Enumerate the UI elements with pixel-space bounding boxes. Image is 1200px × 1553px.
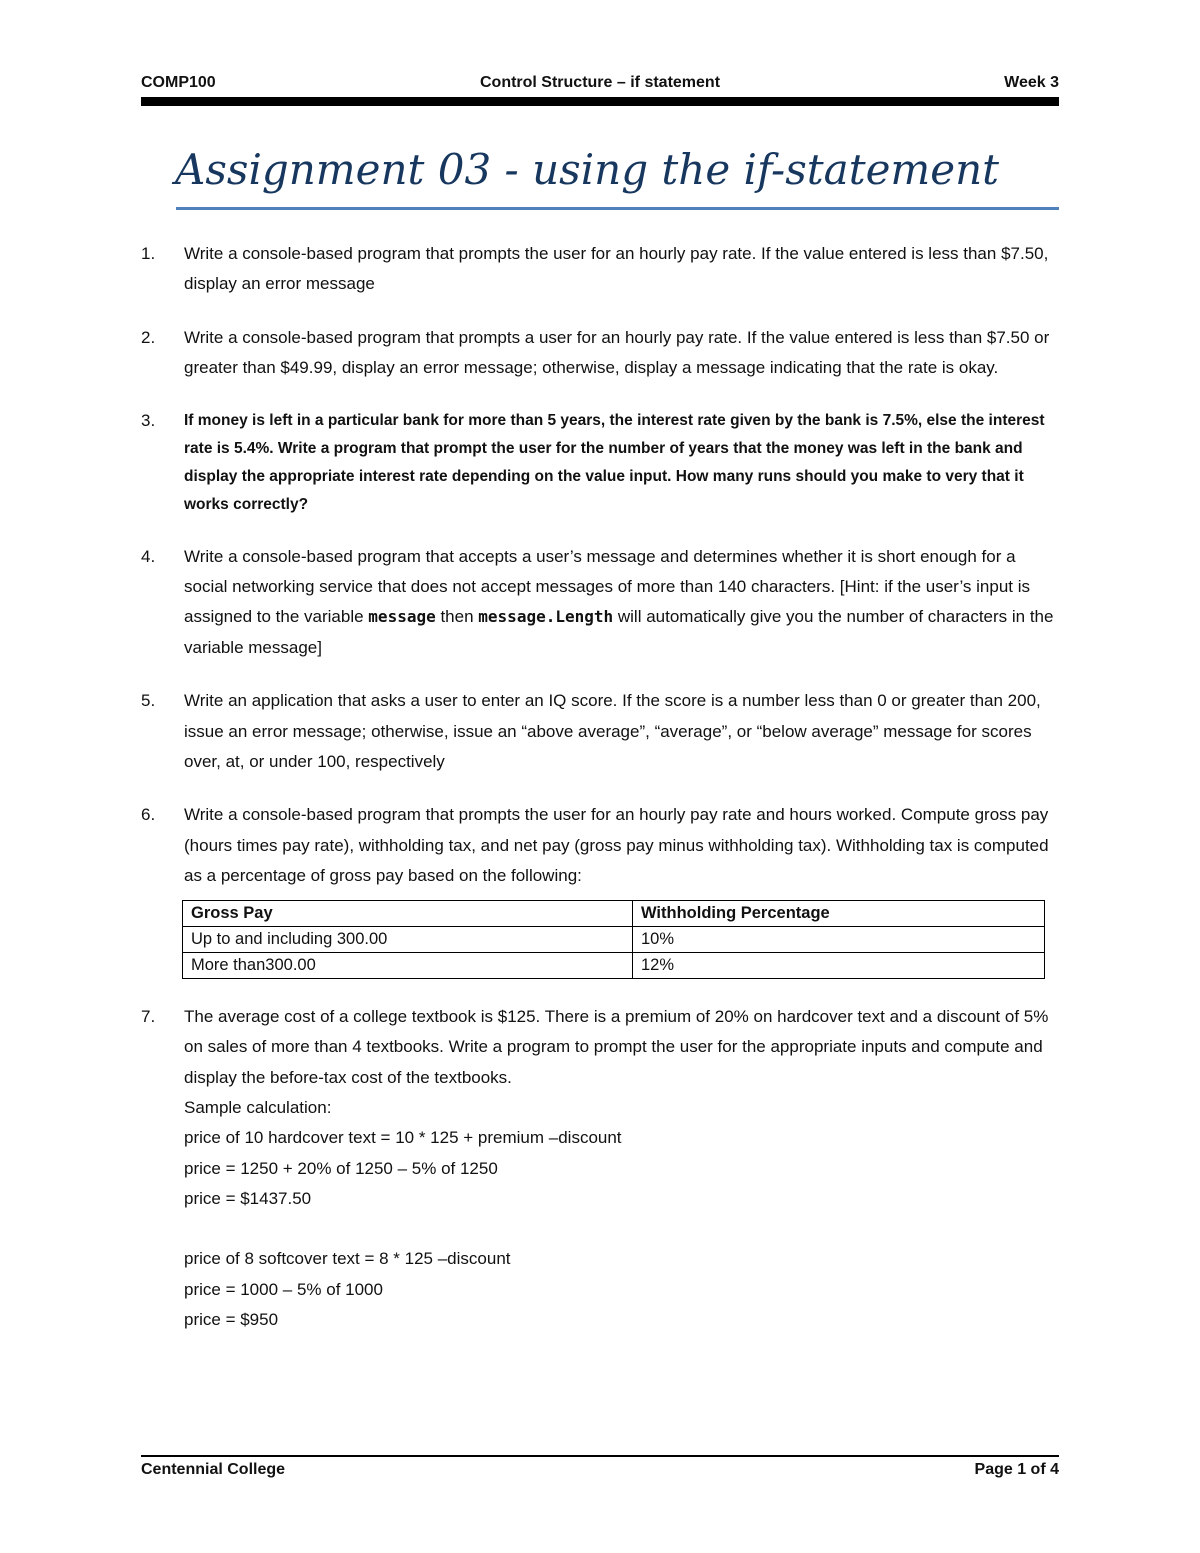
week-label: Week 3 bbox=[1004, 74, 1059, 91]
table-header-gross-pay: Gross Pay bbox=[183, 900, 633, 926]
college-name: Centennial College bbox=[141, 1461, 286, 1478]
question-text-part: Write a console-based program that accepts a user’s message and determines whether it is short enough for a social networking service that does not accept messages of more than 140 characters. [Hint: if the user’s input is assigned to the variable bbox=[184, 546, 1031, 627]
table-cell: More than300.00 bbox=[183, 952, 633, 978]
question-text bbox=[184, 542, 1059, 664]
question-text-part: will automatically give you the number of characters in the variable message] bbox=[184, 607, 1054, 657]
page-title: Assignment 03 - using the if-statement bbox=[175, 145, 1000, 194]
page-footer bbox=[141, 1461, 1059, 1485]
footer-divider bbox=[141, 1455, 1059, 1457]
question-text: Write a console-based program that prompts the user for an hourly pay rate and hours worked. Compute gross pay (hours times pay rate), withholding tax, and net pay (gross pay minus withholding tax). Withholding tax is computed as a percentage of gross pay based on the following: bbox=[184, 805, 1049, 886]
code-variable-message: message bbox=[368, 607, 436, 627]
question-number: 6. bbox=[141, 805, 156, 825]
question-1 bbox=[141, 239, 1059, 300]
table-header-withholding: Withholding Percentage bbox=[633, 900, 1045, 926]
question-list bbox=[141, 239, 1059, 1359]
question-text: Write a console-based program that prompts the user for an hourly pay rate. If the value entered is less than $7.50, display an error message bbox=[184, 244, 1049, 294]
question-text-part: then bbox=[435, 607, 479, 627]
sample-calculation bbox=[184, 1093, 1059, 1336]
table-cell: Up to and including 300.00 bbox=[183, 926, 633, 952]
withholding-table bbox=[182, 900, 1045, 979]
question-number: 4. bbox=[141, 546, 156, 566]
question-6 bbox=[141, 800, 1059, 978]
page-header bbox=[141, 70, 1059, 96]
question-number: 5. bbox=[141, 691, 156, 711]
sample-line: price = 1000 – 5% of 1000 bbox=[184, 1279, 383, 1299]
sample-line: price of 8 softcover text = 8 * 125 –discount bbox=[184, 1249, 511, 1269]
question-5 bbox=[141, 686, 1059, 777]
table-cell: 12% bbox=[633, 952, 1045, 978]
header-divider bbox=[141, 97, 1059, 106]
question-text: Write an application that asks a user to enter an IQ score. If the score is a number less than 0 or greater than 200, issue an error message; otherwise, issue an “above average”, “average”, or “below average” message for scores over, at, or under 100, respectively bbox=[184, 691, 1041, 772]
question-number: 3. bbox=[141, 410, 156, 430]
table-row bbox=[183, 952, 1045, 978]
question-4 bbox=[141, 542, 1059, 664]
question-number: 7. bbox=[141, 1006, 156, 1026]
code-message-length: message.Length bbox=[478, 607, 614, 627]
sample-label: Sample calculation: bbox=[184, 1097, 332, 1117]
course-code: COMP100 bbox=[141, 74, 216, 91]
spacer bbox=[184, 1214, 1059, 1244]
sample-line: price = $950 bbox=[184, 1310, 279, 1330]
question-number: 2. bbox=[141, 327, 156, 347]
table-header-row bbox=[183, 900, 1045, 926]
table-row bbox=[183, 926, 1045, 952]
page-number: Page 1 of 4 bbox=[974, 1461, 1059, 1478]
table-cell: 10% bbox=[633, 926, 1045, 952]
sample-line: price = 1250 + 20% of 1250 – 5% of 1250 bbox=[184, 1158, 498, 1178]
question-text: If money is left in a particular bank for more than 5 years, the interest rate given by the bank is 7.5%, else the interest rate is 5.4%. Write a program that prompt the user for the number of years that the money was left in the bank and display the appropriate interest rate depending on the value input. How many runs should you make to very that it works correctly? bbox=[184, 411, 1045, 513]
question-3 bbox=[141, 407, 1059, 519]
sample-line: price of 10 hardcover text = 10 * 125 + premium –discount bbox=[184, 1128, 622, 1148]
title-underline bbox=[176, 207, 1059, 210]
question-text: The average cost of a college textbook is $125. There is a premium of 20% on hardcover text and a discount of 5% on sales of more than 4 textbooks. Write a program to prompt the user for the appropriate inputs and compute and display the before-tax cost of the textbooks. bbox=[184, 1006, 1049, 1087]
question-number: 1. bbox=[141, 244, 156, 263]
question-text: Write a console-based program that prompts a user for an hourly pay rate. If the value entered is less than $7.50 or greater than $49.99, display an error message; otherwise, display a message indicating that the rate is okay. bbox=[184, 327, 1050, 378]
header-topic: Control Structure – if statement bbox=[479, 74, 721, 91]
question-7 bbox=[141, 1002, 1059, 1336]
question-2 bbox=[141, 323, 1059, 384]
sample-line: price = $1437.50 bbox=[184, 1189, 312, 1209]
